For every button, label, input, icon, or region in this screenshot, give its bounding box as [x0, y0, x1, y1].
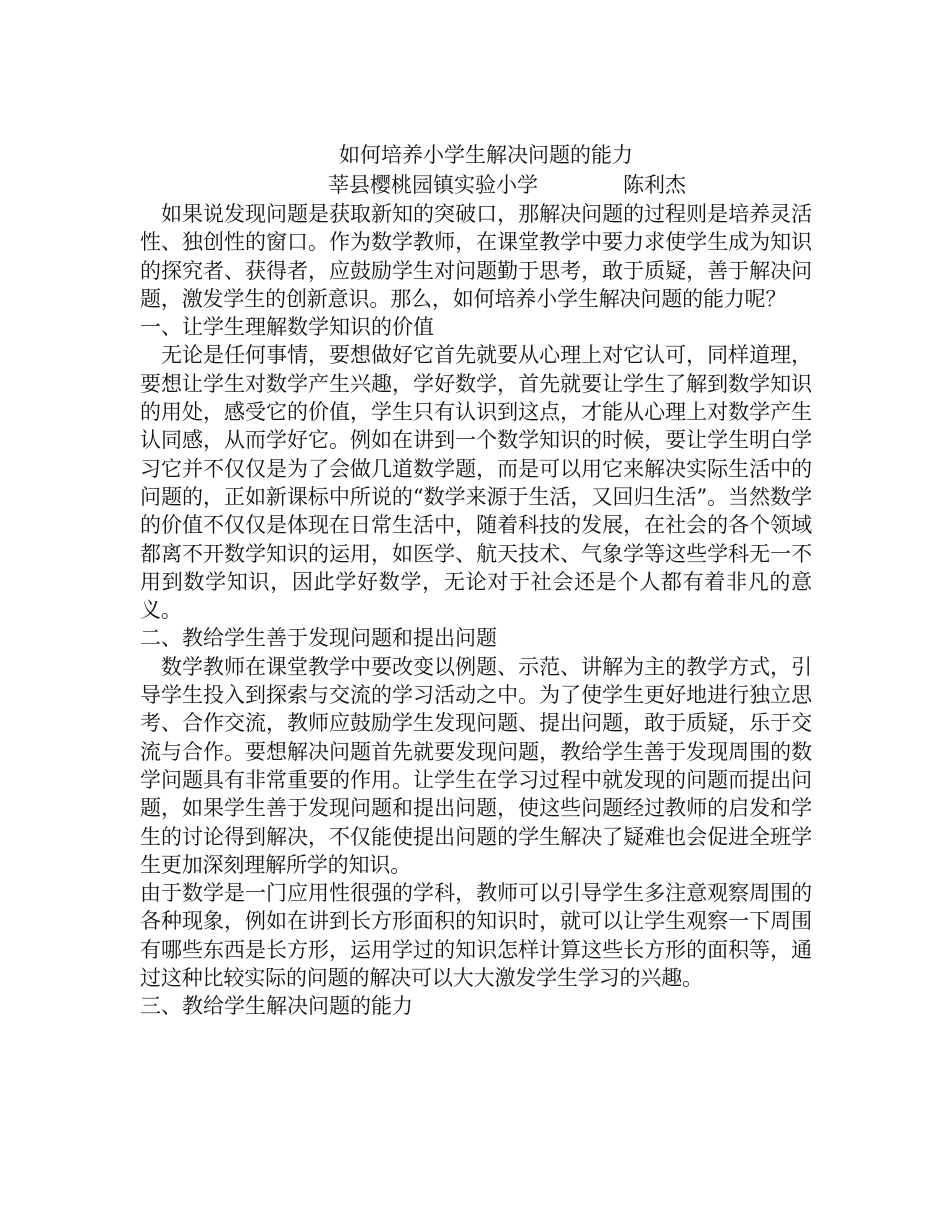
- section-2-paragraph-1: 数学教师在课堂教学中要改变以例题、示范、讲解为主的教学方式，引导学生投入到探索与交流的学习活动之中。为了使学生更好地进行独立思考、合作交流，教师应鼓励学生发现问题、提出问题，敢于质疑，乐于交流与合作。要想解决问题首先就要发现问题，教给学生善于发现周围的数学问题具有非常重要的作用。让学生在学习过程中就发现的问题而提出问题，如果学生善于发现问题和提出问题，使这些问题经过教师的启发和学生的讨论得到解决，不仅能使提出问题的学生解决了疑难也会促进全班学生更加深刻理解所学的知识。: [140, 654, 812, 877]
- section-1-paragraph: 无论是任何事情，要想做好它首先就要从心理上对它认可，同样道理，要想让学生对数学产生兴趣，学好数学，首先就要让学生了解到数学知识的用处，感受它的价值，学生只有认识到这点，才能从心理上对数学产生认同感，从而学好它。例如在讲到一个数学知识的时候，要让学生明白学习它并不仅仅是为了会做几道数学题，而是可以用它来解决实际生活中的问题的，正如新课标中所说的“数学来源于生活，又回归生活”。当然数学的价值不仅仅是体现在日常生活中，随着科技的发展，在社会的各个领域都离不开数学知识的运用，如医学、航天技术、气象学等这些学科无一不用到数学知识，因此学好数学，无论对于社会还是个人都有着非凡的意义。: [140, 343, 812, 623]
- byline: [140, 170, 812, 200]
- school-name: 莘县樱桃园镇实验小学: [328, 173, 538, 197]
- section-2-paragraph-2: 由于数学是一门应用性很强的学科，教师可以引导学生多注意观察周围的各种现象，例如在讲到长方形面积的知识时，就可以让学生观察一下周围有哪些东西是长方形，运用学过的知识怎样计算这些长方形的面积等，通过这种比较实际的问题的解决可以大大激发学生学习的兴趣。: [140, 881, 812, 991]
- document-title: 如何培养小学生解决问题的能力: [339, 143, 633, 167]
- author-name: 陈利杰: [623, 173, 686, 197]
- document-body: [140, 140, 812, 1021]
- section-heading-3: 三、教给学生解决问题的能力: [140, 994, 413, 1019]
- intro-paragraph: 如果说发现问题是获取新知的突破口，那解决问题的过程则是培养灵活性、独创性的窗口。作为数学教师，在课堂教学中要力求使学生成为知识的探究者、获得者，应鼓励学生对问题勤于思考，敢于质疑，善于解决问题，激发学生的创新意识。那么，如何培养小学生解决问题的能力呢？: [140, 202, 812, 311]
- section-heading-1: 一、让学生理解数学知识的价值: [140, 315, 434, 340]
- section-heading-2: 二、教给学生善于发现问题和提出问题: [140, 626, 497, 651]
